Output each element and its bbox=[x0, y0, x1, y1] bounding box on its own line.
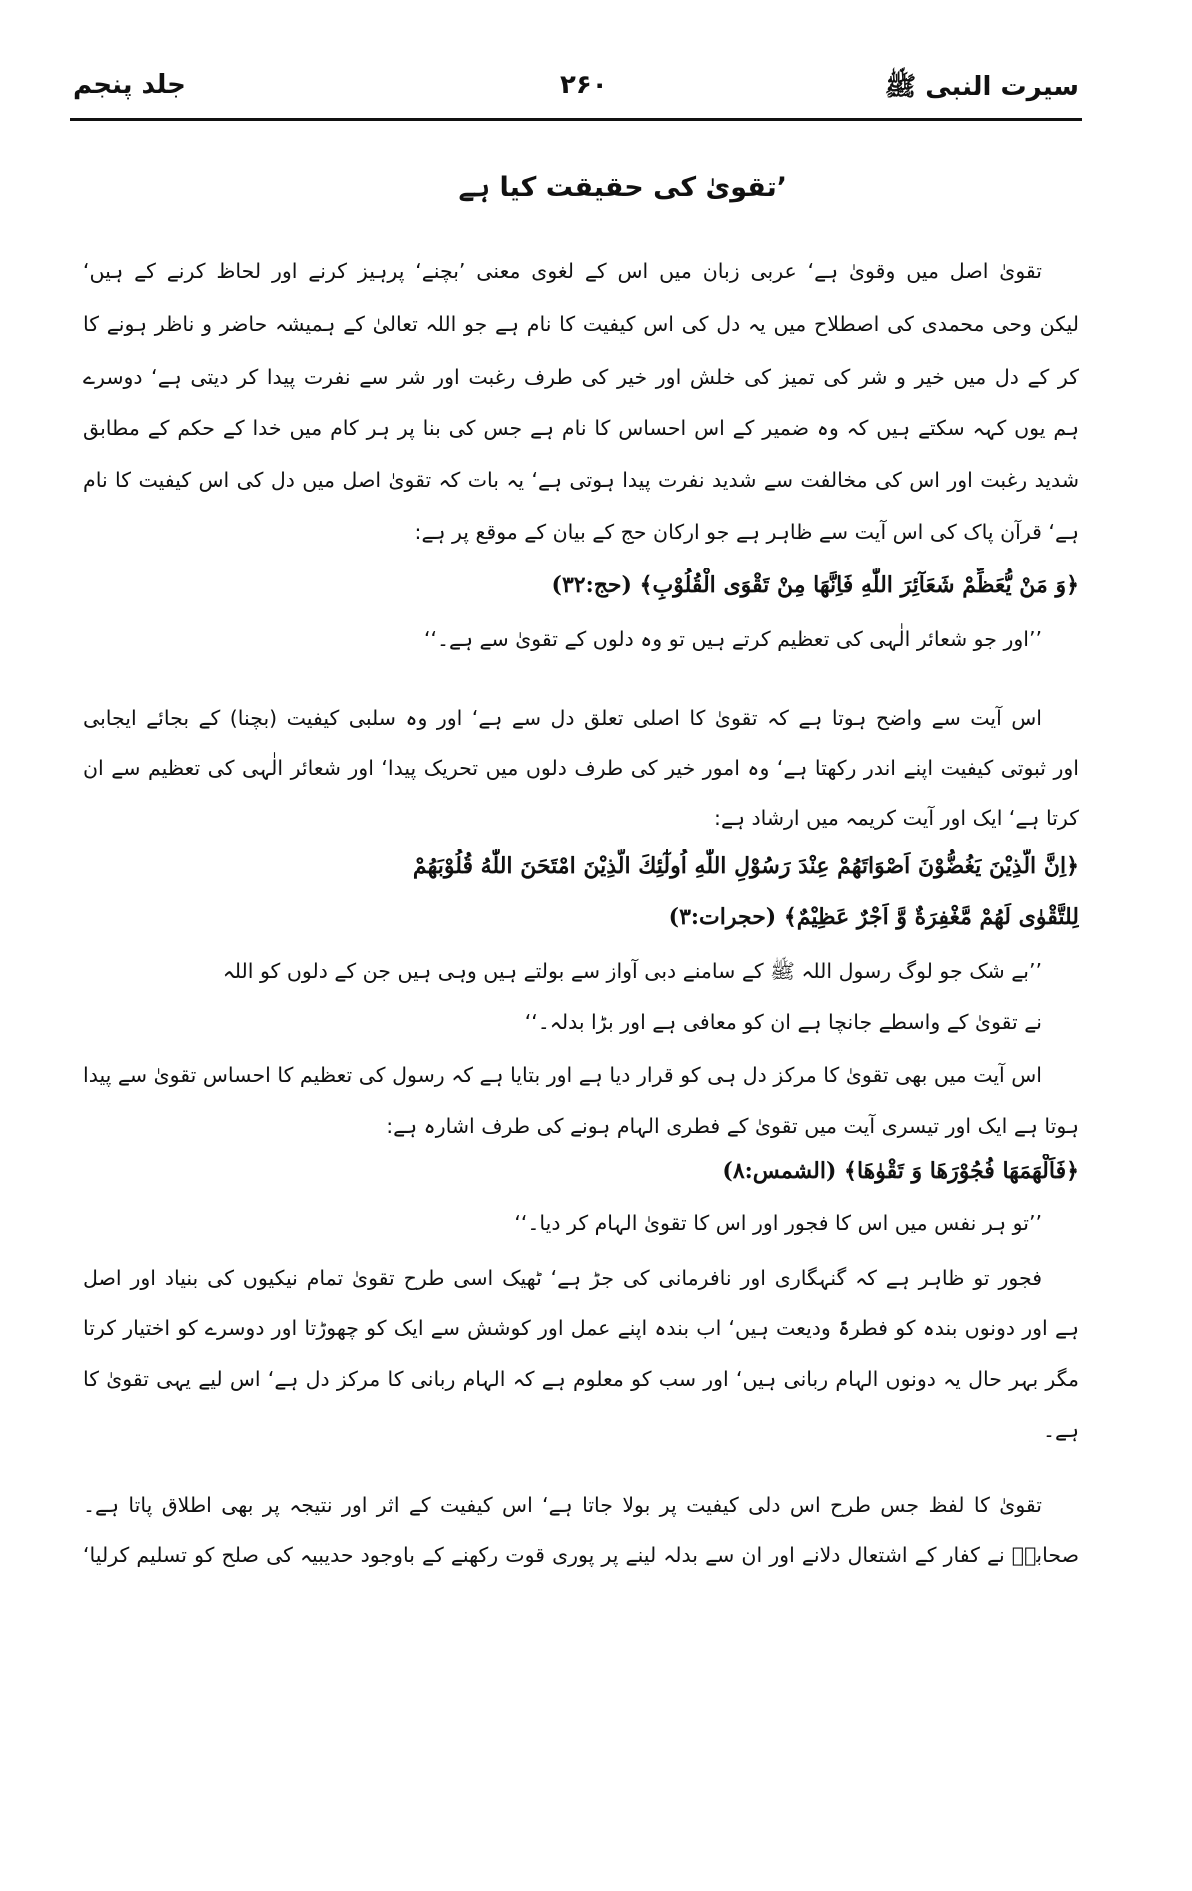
paragraph-line: لیکن وحی محمدی کی اصطلاح میں یہ دل کی اس کیفیت کا نام ہے جو اللہ تعالیٰ کے ہمیشہ حاضر و ناظر ہونے کا bbox=[83, 312, 1079, 336]
page-number: ۲۶۰ bbox=[560, 70, 608, 100]
paragraph-line: ہے اور دونوں بندہ کو فطرۃً ودیعت ہیں‘ اب بندہ اپنے عمل اور کوشش سے ایک کو چھوڑتا اور دوسرے کو اختیار کرتا bbox=[83, 1316, 1079, 1340]
paragraph-line: ہے‘ قرآن پاک کی اس آیت سے ظاہر ہے جو ارکان حج کے بیان کے موقع پر ہے: bbox=[414, 520, 1079, 544]
paragraph-line: فجور تو ظاہر ہے کہ گنہگاری اور نافرمانی کی جڑ ہے‘ ٹھیک اسی طرح تقویٰ تمام نیکیوں کی بنیاد اور اصل bbox=[83, 1266, 1042, 1290]
paragraph-line: اس آیت میں بھی تقویٰ کا مرکز دل ہی کو قرار دیا ہے اور بتایا ہے کہ رسول کی تعظیم کا احساس تقویٰ سے پیدا bbox=[83, 1063, 1042, 1087]
quran-verse-line: ﴿اِنَّ الَّذِيْنَ يَغُضُّوْنَ اَصْوَاتَهُمْ عِنْدَ رَسُوْلِ اللّٰهِ اُولٰٓئِكَ الَّذِيْنَ امْتَحَنَ اللّٰهُ قُلُوْبَهُمْ bbox=[412, 853, 1079, 879]
paragraph-line: ہم یوں کہہ سکتے ہیں کہ وہ ضمیر کے اس احساس کا نام ہے جس کی بنا پر ہر کام میں خدا کے حکم کے مطابق bbox=[83, 416, 1079, 440]
paragraph-line: صحابہؓ نے کفار کے اشتعال دلانے اور ان سے بدلہ لینے پر پوری قوت رکھنے کے باوجود حدیبیہ کی صلح کو تسلیم کرلیا‘ bbox=[83, 1543, 1079, 1567]
quran-verse-line: ﴿فَاَلْهَمَهَا فُجُوْرَهَا وَ تَقْوٰهَا﴾ (الشمس:۸) bbox=[722, 1158, 1079, 1184]
volume-label: جلد پنجم bbox=[73, 70, 186, 100]
quran-verse-line: ﴿وَ مَنْ يُّعَظِّمْ شَعَآئِرَ اللّٰهِ فَاِنَّهَا مِنْ تَقْوَى الْقُلُوْبِ﴾ (حج:۳۲) bbox=[551, 572, 1079, 598]
paragraph-line: شدید رغبت اور اس کی مخالفت سے شدید نفرت پیدا ہوتی ہے‘ یہ بات کہ تقویٰ اصل میں دل کی اس کیفیت کا نام bbox=[83, 468, 1079, 492]
header-rule bbox=[70, 118, 1082, 121]
translation-line: ’’تو ہر نفس میں اس کا فجور اور اس کا تقویٰ الہام کر دیا۔‘‘ bbox=[514, 1211, 1042, 1235]
book-title: سیرت النبی ﷺ bbox=[884, 72, 1079, 102]
paragraph-line: کرتا ہے‘ ایک اور آیت کریمہ میں ارشاد ہے: bbox=[714, 806, 1079, 830]
translation-line: ’’اور جو شعائر الٰہی کی تعظیم کرتے ہیں تو وہ دلوں کے تقویٰ سے ہے۔‘‘ bbox=[423, 627, 1042, 651]
section-heading: ’تقویٰ کی حقیقت کیا ہے bbox=[458, 172, 787, 203]
paragraph-line: ہے۔ bbox=[1042, 1418, 1079, 1442]
quran-verse-line: لِلتَّقْوٰى لَهُمْ مَّغْفِرَةٌ وَّ اَجْرٌ عَظِيْمٌ﴾ (حجرات:۳) bbox=[668, 904, 1079, 930]
translation-line: ’’بے شک جو لوگ رسول اللہ ﷺ کے سامنے دبی آواز سے بولتے ہیں وہی ہیں جن کے دلوں کو اللہ bbox=[222, 959, 1042, 983]
paragraph-line: اس آیت سے واضح ہوتا ہے کہ تقویٰ کا اصلی تعلق دل سے ہے‘ اور وہ سلبی کیفیت (بچنا) کے بجائے ایجابی bbox=[83, 706, 1042, 730]
translation-line: نے تقویٰ کے واسطے جانچا ہے ان کو معافی ہے اور بڑا بدلہ۔‘‘ bbox=[524, 1010, 1042, 1034]
paragraph-line: تقویٰ اصل میں وقویٰ ہے‘ عربی زبان میں اس کے لغوی معنی ’بچنے‘ پرہیز کرنے اور لحاظ کرنے کے ہیں‘ bbox=[83, 259, 1042, 283]
paragraph-line: اور ثبوتی کیفیت اپنے اندر رکھتا ہے‘ وہ امور خیر کی طرف دلوں میں تحریک پیدا‘ اور شعائر الٰہی کی تعظیم سے ان bbox=[83, 756, 1079, 780]
paragraph-line: تقویٰ کا لفظ جس طرح اس دلی کیفیت پر بولا جاتا ہے‘ اس کیفیت کے اثر اور نتیجہ پر بھی اطلاق پاتا ہے۔ bbox=[83, 1493, 1042, 1517]
paragraph-line: ہوتا ہے ایک اور تیسری آیت میں تقویٰ کے فطری الہام ہونے کی طرف اشارہ ہے: bbox=[386, 1114, 1079, 1138]
paragraph-line: کر کے دل میں خیر و شر کی تمیز کی خلش اور خیر کی طرف رغبت اور شر سے نفرت پیدا کر دیتی ہے‘ دوسرے bbox=[83, 365, 1079, 389]
paragraph-line: مگر بہر حال یہ دونوں الہام ربانی ہیں‘ اور سب کو معلوم ہے کہ الہام ربانی کا مرکز دل ہے‘ اس لیے یہی تقویٰ کا bbox=[83, 1367, 1079, 1391]
